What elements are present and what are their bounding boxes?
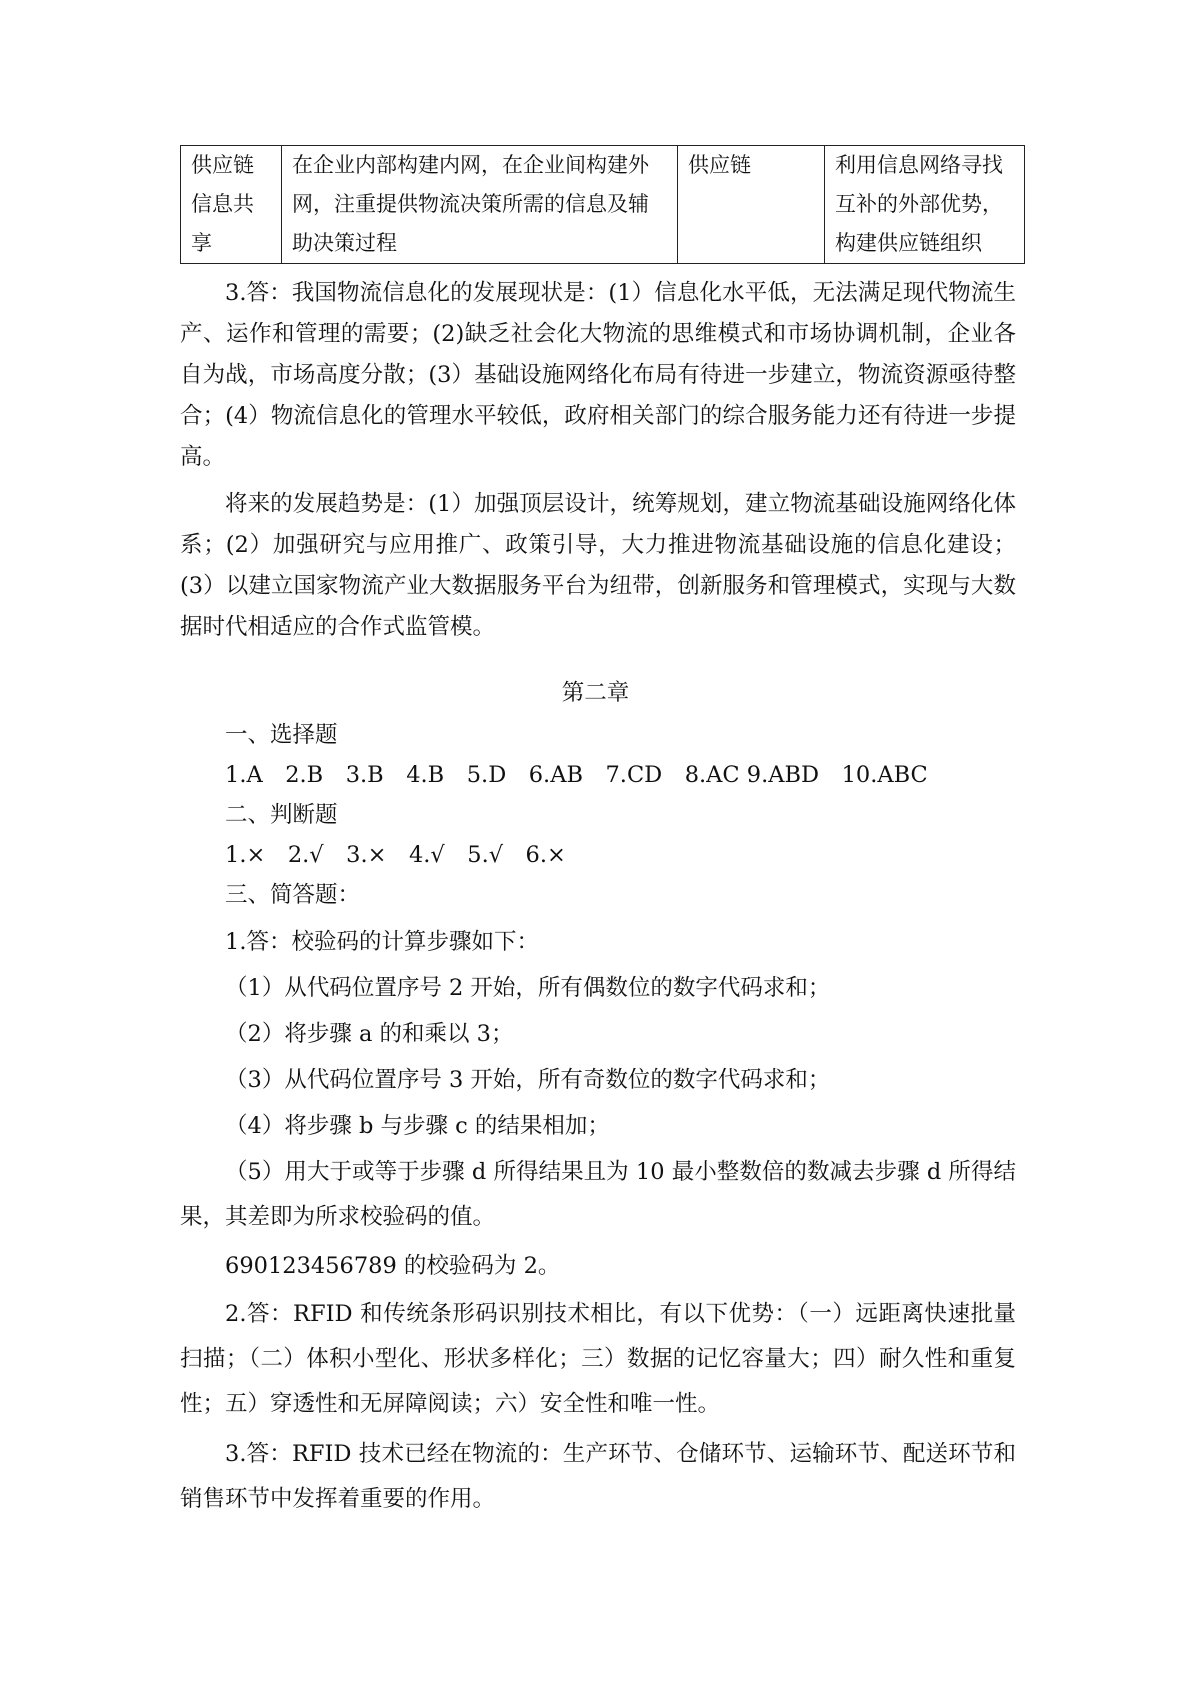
- q2-answer: 2.答：RFID 和传统条形码识别技术相比，有以下优势：（一）远距离快速批量扫描；（二）体积小型化、形状多样化；三）数据的记忆容量大；四）耐久性和重复性；五）穿透性和无屏障阅读；六）安全性和唯一性。: [180, 1301, 1016, 1417]
- q1-intro: 1.答：校验码的计算步骤如下：: [225, 929, 539, 955]
- q1-step-1: （1）从代码位置序号 2 开始，所有偶数位的数字代码求和；: [225, 975, 831, 1001]
- q1-step-3: （3）从代码位置序号 3 开始，所有奇数位的数字代码求和；: [225, 1067, 831, 1093]
- answer-3-block: [180, 273, 1016, 648]
- info-table: [180, 145, 1025, 264]
- table-cell: 供应链信息共享: [181, 146, 282, 264]
- q1-result: 690123456789 的校验码为 2。: [225, 1253, 561, 1279]
- chapter-title: 第二章: [561, 680, 630, 706]
- q3-answer: 3.答：RFID 技术已经在物流的：生产环节、仓储环节、运输环节、配送环节和销售环节中发挥着重要的作用。: [180, 1441, 1016, 1512]
- choice-answers: 1.A 2.B 3.B 4.B 5.D 6.AB 7.CD 8.AC 9.ABD 10.ABC: [225, 762, 928, 788]
- answer-3-current-status: 3.答：我国物流信息化的发展现状是：(1）信息化水平低，无法满足现代物流生产、运作和管理的需要；(2)缺乏社会化大物流的思维模式和市场协调机制，企业各自为战，市场高度分散；(3）基础设施网络化布局有待进一步建立，物流资源亟待整合；(4）物流信息化的管理水平较低，政府相关部门的综合服务能力还有待进一步提高。: [180, 280, 1016, 470]
- q1-step-5: （5）用大于或等于步骤 d 所得结果且为 10 最小整数倍的数减去步骤 d 所得结果，其差即为所求校验码的值。: [180, 1159, 1016, 1230]
- table-cell: 利用信息网络寻找互补的外部优势，构建供应链组织: [825, 146, 1025, 264]
- answer-3-future-trend: 将来的发展趋势是：(1）加强顶层设计，统筹规划，建立物流基础设施网络化体系；(2）加强研究与应用推广、政策引导，大力推进物流基础设施的信息化建设；(3）以建立国家物流产业大数据服务平台为纽带，创新服务和管理模式，实现与大数据时代相适应的合作式监管模。: [180, 491, 1016, 640]
- section-title-choice: 一、选择题: [225, 722, 338, 748]
- table-row: [181, 146, 1025, 264]
- section-title-short-answer: 三、简答题：: [225, 882, 361, 908]
- section-title-judgement: 二、判断题: [225, 802, 338, 828]
- q1-step-4: （4）将步骤 b 与步骤 c 的结果相加；: [225, 1113, 610, 1139]
- table-cell: 供应链: [678, 146, 825, 264]
- table-cell: 在企业内部构建内网，在企业间构建外网，注重提供物流决策所需的信息及辅助决策过程: [282, 146, 678, 264]
- judgement-answers: 1.× 2.√ 3.× 4.√ 5.√ 6.×: [225, 842, 566, 868]
- q1-step-2: （2）将步骤 a 的和乘以 3；: [225, 1021, 514, 1047]
